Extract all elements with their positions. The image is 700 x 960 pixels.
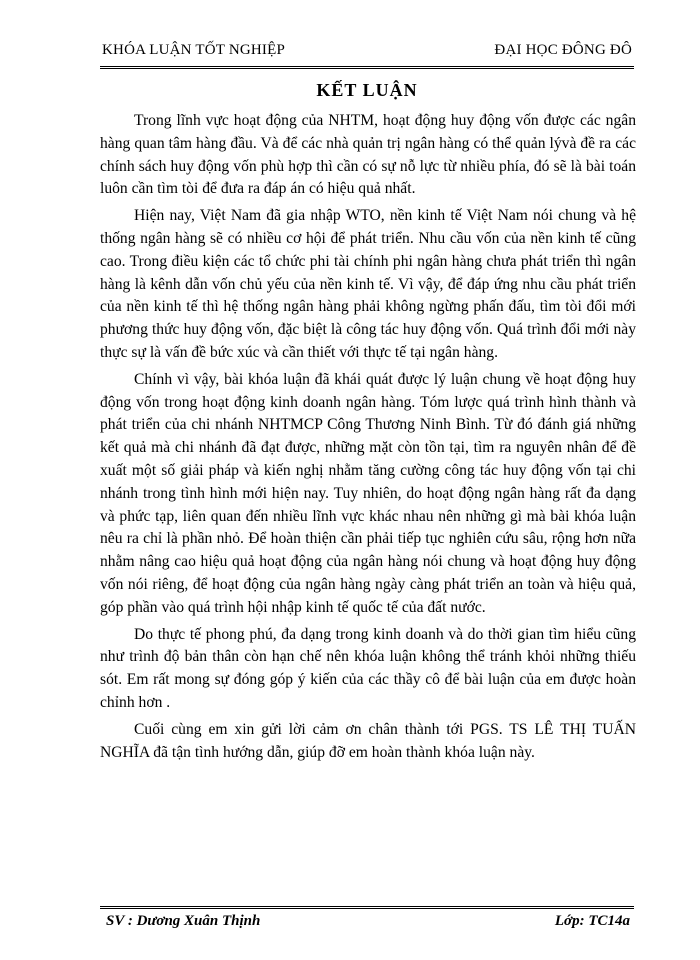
page-title: KẾT LUẬN bbox=[316, 80, 418, 100]
page-footer bbox=[100, 906, 634, 931]
page-header bbox=[100, 40, 634, 69]
footer-student-name: SV : Dương Xuân Thịnh bbox=[106, 913, 261, 929]
footer-class-label: Lớp: TC14a bbox=[554, 913, 630, 929]
header-thesis-label: KHÓA LUẬN TỐT NGHIỆP bbox=[102, 42, 286, 58]
paragraph-1: Trong lĩnh vực hoạt động của NHTM, hoạt động huy động vốn được các ngân hàng quan tâm hàng đầu. Và để các nhà quản trị ngân hàng có thể quản lývà đề ra các chính sách huy động vốn phù hợp thì cần có sự nỗ lực từ nhiều phía, đó sẽ là bài toán luôn cần tìm tòi để đưa ra đáp án có hiệu quả nhất. bbox=[100, 112, 636, 198]
paragraph-4: Do thực tế phong phú, đa dạng trong kinh doanh và do thời gian tìm hiểu cũng như trình độ bản thân còn hạn chế nên khóa luận không thể tránh khỏi những thiếu sót. Em rất mong sự đóng góp ý kiến của các thầy cô để bài luận của em được hoàn chỉnh hơn . bbox=[100, 625, 636, 711]
paragraph-5: Cuối cùng em xin gửi lời cảm ơn chân thành tới PGS. TS LÊ THỊ TUẤN NGHĨA đã tận tình hướng dẫn, giúp đỡ em hoàn thành khóa luận này. bbox=[100, 720, 636, 761]
header-university-label: ĐẠI HỌC ĐÔNG ĐÔ bbox=[494, 42, 632, 58]
body-text bbox=[100, 110, 636, 768]
paragraph-3: Chính vì vậy, bài khóa luận đã khái quát được lý luận chung về hoạt động huy động vốn trong hoạt động kinh doanh ngân hàng. Tóm lược quá trình hình thành và phát triển của chi nhánh NHTMCP Công Thương Ninh Bình. Từ đó đánh giá những kết quả mà chi nhánh đã đạt được, những mặt còn tồn tại, tìm ra nguyên nhân để đề xuất một số giải pháp và kiến nghị nhằm tăng cường công tác huy động vốn tại chi nhánh trong tình hình mới hiện nay. Tuy nhiên, do hoạt động ngân hàng rất đa dạng và phức tạp, liên quan đến nhiều lĩnh vực khác nhau nên những gì mà bài khóa luận nêu ra chỉ là phần nhỏ. Để hoàn thiện cần phải tiếp tục nghiên cứu sâu, rộng hơn nữa nhằm nâng cao hiệu quả hoạt động của ngân hàng nói chung và hoạt động huy động vốn nói riêng, để hoạt động của ngân hàng ngày càng phát triển an toàn và hiệu quả, góp phần vào quá trình hội nhập kinh tế quốc tế của đất nước. bbox=[100, 370, 636, 616]
paragraph-2: Hiện nay, Việt Nam đã gia nhập WTO, nền kinh tế Việt Nam nói chung và hệ thống ngân hàng sẽ có nhiều cơ hội để phát triển. Nhu cầu vốn của nền kinh tế cũng cao. Trong điều kiện các tổ chức phi tài chính phi ngân hàng chưa phát triển thì ngân hàng là kênh dẫn vốn chủ yếu của nền kinh tế. Vì vậy, để đáp ứng nhu cầu phát triển của nền kinh tế thì hệ thống ngân hàng phải không ngừng phấn đấu, tìm tòi đổi mới phương thức huy động vốn, đặc biệt là công tác huy động vốn. Quá trình đổi mới này thực sự là vấn đề bức xúc và cần thiết với thực tế tại ngân hàng. bbox=[100, 207, 636, 361]
